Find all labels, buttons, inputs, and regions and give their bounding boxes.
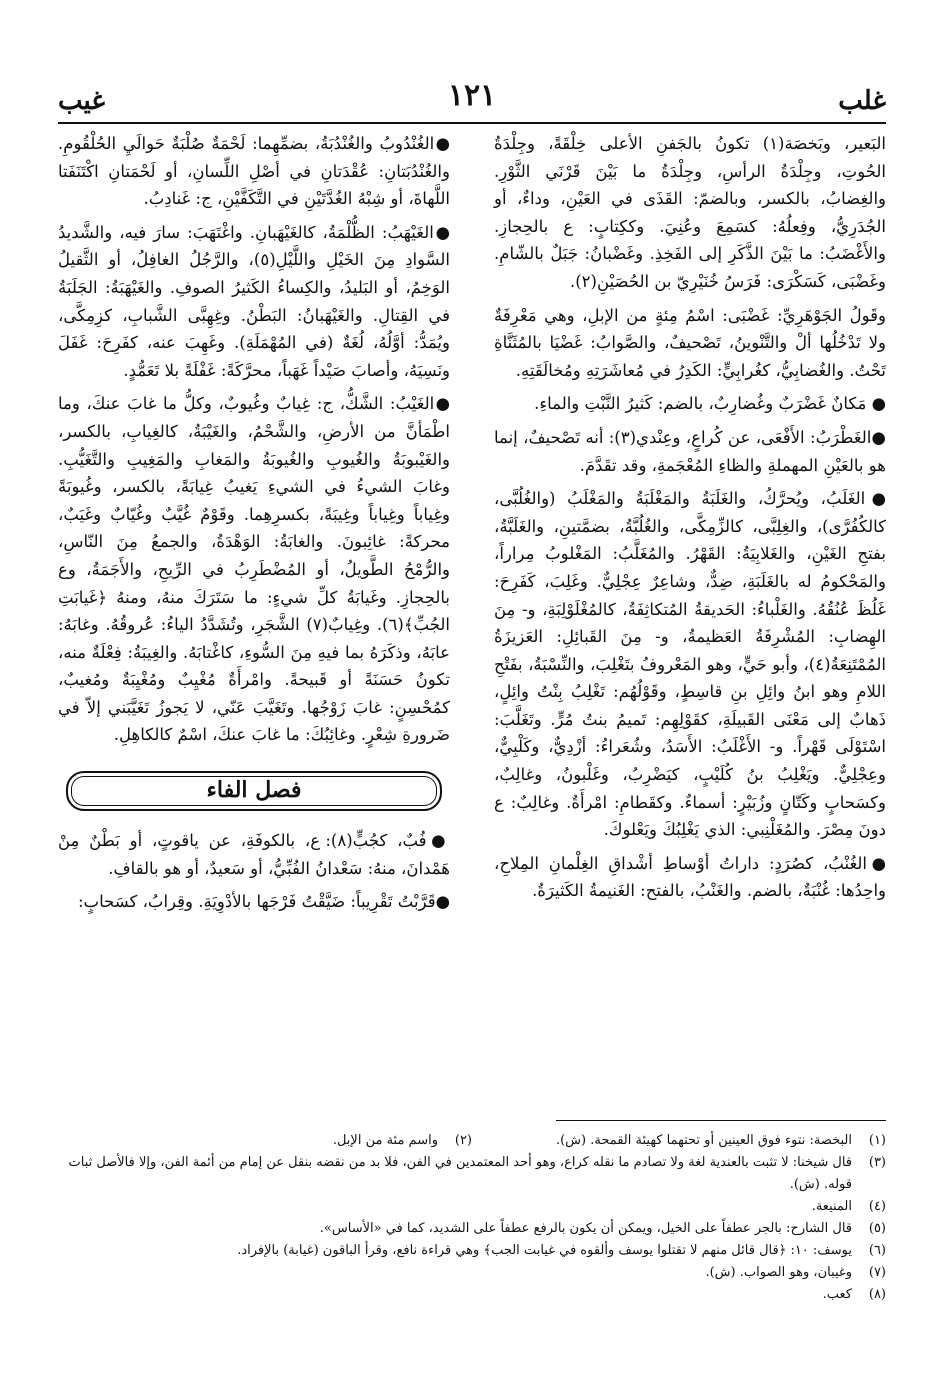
header-rule bbox=[58, 122, 886, 124]
entry: ●الغُنْبُ، كصُرَدٍ: داراتُ أوْساطِ أشْداقِ الغِلْمانِ المِلاحِ، واحِدُها: غُنْبَةٌ، بالضم. والغَنْبُ، بالفتح: الغَنيمةُ الكَثيرَةُ. bbox=[494, 853, 886, 901]
footnote-text: وغيبان، وهو الصواب. (ش). bbox=[705, 1265, 852, 1280]
page-header bbox=[58, 78, 886, 118]
entry: ●الغَيْبُ: الشَّكُّ، ج: غِيابٌ وغُيوبٌ، وكلُّ ما غابَ عنكَ، وما اطْمَأنَّ من الأرضِ، والشَّحْمُ، والغَيْبَةُ، كالغِيابِ، بالكسر، والغَيْبوبَةُ والغُيوبِ والغُيوبَةُ والمَغابِ والمَغِيبِ والتَّغَيُّبِ. وغابَ الشيءُ في الشيءِ يَغيبُ غِيابَةً، بالكسر، وغُيوبَةً وغِياباً وغِياباً وغِيبَةً، بكسرِهِما. وقَوْمٌ غُيَّبٌ وغُيّابٌ وغَيَبٌ، محركةً: غائِبونَ. والغابَةُ: الوَهْدَةُ، والجمعُ مِنَ النّاسِ، والرُّمْحُ الطَّويلُ، أو المُضْطَرِبُ في الرِّيحِ، والأَجَمَةُ، وع بالحِجازِ. وغَيابَةُ كلِّ شيءٍ: ما سَتَرَكَ منهُ، ومنهُ ﴿غَيابَتِ الجُبِّ﴾(٦). وغِيابٌ(٧) الشَّجَرِ، وتُشَدَّدُ الياءُ: عُروقُهُ. وغابَهُ: عابَهُ، وذكَرَهُ بما فيهِ مِنَ السُّوءِ، كاغْتابَهُ. والغِيبَةُ: فِعْلَةٌ منه، تكونُ حَسَنَةً أو قَبيحةً. وامْرأَةٌ مُغْيِبٌ ومُغْيِبَةٌ ومُغيبٌ، كمُحْسِنٍ: غابَ زَوْجُها. وتَغَيَّبَ عَنّي، لا يَجوزُ تَغَيَّبَني إلاّ في ضَرورةِ شِعْرٍ. وغائِبُكَ: ما غابَ عنكَ، اسْمٌ كالكاهِلِ. bbox=[58, 394, 450, 745]
footnote bbox=[58, 1152, 886, 1196]
footnote-number: (٧) bbox=[868, 1265, 886, 1280]
footnote-number: (٦) bbox=[868, 1243, 886, 1258]
entry: البَعير، وبَخصَة(١) تكونُ بالجَفنِ الأعلى خِلْقَةً، وجِلْدَةُ الحُوتِ، وجِلْدَةُ الرأسِ، وجِلْدَةُ ما بَيْنَ قَرْنَي الثَّوْرِ. والغِضابُ، بالكسر، وبالضمّ: القَذَى في العَيْنِ، وداءٌ، أو الجُدَرِيُّ، وفِعلُهُ: كسَمِعَ وعُنِيَ. وككِتابٍ: ع بالحِجازِ. والأَغْضَبُ: ما بَيْنَ الذَّكَرِ إلى الفَخِذِ. وغَضْبانُ: جَبَلٌ بالشّامِ. وغَضْبَى، كَسَكْرَى: فَرَسُ خُنَيْرِيّ بن الحُصَيْنِ(٢). bbox=[494, 134, 886, 291]
page-number: ١٢١ bbox=[447, 78, 497, 113]
header-right-word: غلب bbox=[838, 86, 886, 116]
footnote-number: (٢) bbox=[454, 1133, 472, 1148]
footnote-text: قال شيخنا: لا تثبت بالعندية لغة ولا تصادم ما نقله كراع، وهو أحد المعتمدين في الفن، فلا بد من نقضه بنقل عن إمام من أئمة الفن، وإلا فالأصل ثبات قوله. (ش). bbox=[68, 1155, 852, 1192]
right-column bbox=[494, 130, 886, 911]
footnote-text: البخصة: نتوء فوق العينين أو تحتهما كهيئة القمحة. (ش). bbox=[555, 1133, 852, 1148]
entry: وقَولُ الجَوْهَرِيِّ: غَضْبَى: اسْمُ مِئةٍ من الإبلِ، وهي مَعْرِفَةٌ ولا تَدْخُلُها ألْ والتَّنْوينُ، تَصْحيفٌ، والصَّوابُ: غَضْيَا بالمُثَنَّاةِ تَحْتُ. والغُضابِيُّ، كغُرابِيٍّ: الكَدِرُ في مُعاشَرَتِهِ ومُخالَقَتِهِ. bbox=[494, 305, 886, 380]
entry: ●الغَطْرَبُ: الأَفْعَى، عن كُراعٍ، وعِنْدي(٣): أنه تَصْحيفٌ، إنما هو بالعَيْنِ المهملةِ والظاءِ المُعْجَمةِ، وقد تقَدَّمَ. bbox=[494, 427, 887, 475]
left-column bbox=[58, 130, 450, 922]
footnote bbox=[58, 1218, 886, 1240]
footnote bbox=[58, 1196, 886, 1218]
footnote-text: واسم مئة من الإبل. bbox=[332, 1133, 438, 1148]
footnote bbox=[58, 1262, 886, 1284]
footnotes bbox=[58, 1130, 886, 1306]
footnote-text: يوسف: ١٠: ﴿قال قائل منهم لا تقتلوا يوسف وألقوه في غيابت الجب﴾ وهي قراءة نافع، وقرأ الباقون (غيابة) بالإفراد. bbox=[237, 1243, 852, 1258]
entry: ●الغَلَبُ، ويُحرَّكُ، والغَلَبَةُ والمَغْلَبَةُ والمَغْلَبُ (والغُلُبَّى، كالكُفُرَّى)، والغِلِبَّى، كالزِّمِكَّى، والغُلُبَّةُ، بضمَّتينِ، والغَلَبَّةُ، بفتحِ الغَيْنِ، والغَلابِيَةُ: القَهْرُ. والمُغَلَّبُ: المَغْلوبُ مِراراً، والمَحْكومُ له بالغَلَبَةِ، ضِدٌّ، وشاعِرٌ عِجْلِيٌّ. وغَلِبَ، كَفَرِحَ: غَلُظَ عُنُقُهُ. والغَلْباءُ: الحَديقةُ المُتكاثِفَةُ، كالمُغْلَوْلِبَةِ، و- مِنَ الهِضابِ: المُشْرِفَةُ العَظيمةُ، و- مِنَ القَبائِلِ: العَزيزَةُ المُمْتَنِعَةُ(٤)، وأبو حَيٍّ، وهو المَعْروفُ بتَغْلِبَ، والنِّسْبَةُ، بفَتْحِ اللامِ وهو ابنُ وائِلِ بنِ قاسِطٍ، وقَوْلُهُم: تَغْلِبُ بِنْتُ وائِلٍ، ذَهابٌ إلى مَعْنَى القَبيلَةِ، كقَوْلِهِم: تَميمُ بنتُ مُرٍّ. وتَغَلَّبَ: اسْتَوْلَى قَهْراً. و- الأَغْلَبُ: الأَسَدُ، وشُعَراءُ: أزْدِيٌّ، وكَلْبِيٌّ، وعِجْلِيٌّ. ويَغْلِبُ بنُ كُلَيْبٍ، كيَضْرِبُ، وغَلْبونُ، وغالِبٌ، وكسَحابٍ وكَتّانٍ وزُبَيْرٍ: أسماءٌ. وكقَطامِ: امْرأَةٌ. وغالِبٌ: ع دونَ مِصْرَ. والمُغَلْنِبي: الذي يَغْلِبُكَ ويَعْلوكَ. bbox=[494, 489, 886, 840]
footnote bbox=[58, 1130, 472, 1152]
footnote-text: قال الشارح: بالجر عطفاً على الخيل، ويمكن أن يكون بالرفع عطفاً على الشديد، كما في «الأساس». bbox=[319, 1221, 852, 1236]
footnote-text: المنيعة. bbox=[811, 1199, 852, 1214]
section-title: فصل الفاء bbox=[66, 771, 442, 811]
entry: ●قَرَّبْتُ تَقْرِيباً: ضَيَّقْتُ فَرْجَها بالأدْوِيَةِ. وقِرابُ، كسَحابٍ: bbox=[78, 892, 450, 912]
entry: ●الغُنْدُوبُ والغُنْدُبَةُ، بضمِّهِما: لَحْمَةٌ صُلْبَةٌ حَوالَيِ الحُلْقُومِ. والغُنْدُبَتانِ: عُقْدَتانِ في أصْلِ اللِّسانِ، أو لَحْمَتانِ اكْتَنَفَتا اللَّهاةَ، أو شِبْهُ الغُدَّتَيْنِ في التَّكَفَّيْنِ، ج: غَنادِبُ. bbox=[58, 134, 450, 209]
footnote bbox=[58, 1240, 886, 1262]
footnote-number: (٨) bbox=[868, 1287, 886, 1302]
footnote-number: (٣) bbox=[868, 1155, 886, 1170]
entry: ●الغَيْهَبُ: الظُّلْمَةُ، كالغَيْهَبانِ. واغْتَهَبَ: سارَ فيه، والشَّديدُ السَّوادِ مِنَ الخَيْلِ واللَّيْلِ(٥)، والرَّجُلُ الغافِلُ، أو الثَّقيلُ الوَخِمُ، أو البَليدُ، والكِساءُ الكَثيرُ الصوفِ. والغَيْهَبَةُ: الجَلَبَةُ في القِتالِ. والغَيْهَبانُ: البَطْنُ. وغِهِبَّى الشَّبابِ، كزِمِكَّى، ويُمَدُّ: أوَّلُهُ، لُغَةٌ (في المُهْمَلَةِ). وغَهِبَ عنه، كفَرِحَ: غَفَلَ ونَسِيَهُ، وأصابَ صَيْداً غَهَباً، محرَّكَةً: غَفْلَةً بلا تَعَمُّدٍ. bbox=[58, 222, 450, 380]
footnote bbox=[58, 1284, 886, 1306]
footnote-text: كعب. bbox=[822, 1287, 852, 1302]
footnote-number: (٥) bbox=[868, 1221, 886, 1236]
entry: ● مَكانٌ غَضْرَبٌ وغُضارِبٌ، بالضم: كَثيرُ النَّبْتِ والماءِ. bbox=[534, 394, 886, 414]
header-left-word: غيب bbox=[58, 86, 105, 116]
footnote-rule bbox=[556, 1120, 886, 1121]
entry: ●فُبٌ، كجُبٍّ(٨): ع، بالكوفَةِ، عن ياقوتٍ، أو بَطْنٌ مِنْ هَمْدانَ، منهُ: سَعْدانُ الفُبِّيُّ، أو سَعيدٌ، أو هو بالقافِ. bbox=[58, 831, 450, 878]
footnote-row bbox=[58, 1130, 886, 1152]
footnote-number: (١) bbox=[868, 1133, 886, 1148]
footnote bbox=[472, 1130, 886, 1152]
footnote-number: (٤) bbox=[868, 1199, 886, 1214]
